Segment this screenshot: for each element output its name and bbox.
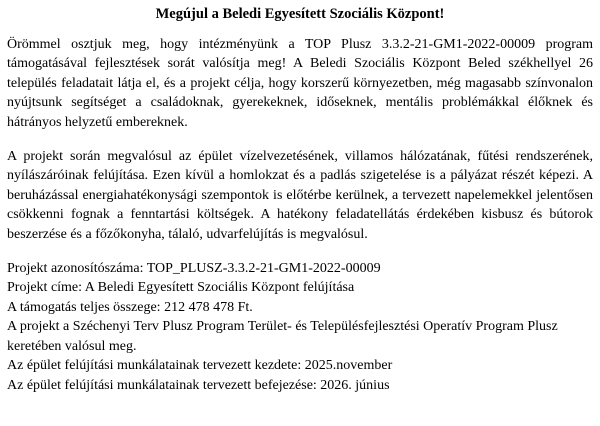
planned-end-line: Az épület felújítási munkálatainak tervezett befejezése: 2026. június [7,377,390,393]
project-description-paragraph: A projekt során megvalósul az épület vízelvezetésének, villamos hálózatának, fűtési rendszerének, nyílászáróinak felújítása. Ezen kívül a homlokzat és a padlás szigetelése is a pályázat részét képezi. A beruházással energiahatékonysági szempontok is előtérbe kerülnek, a tervezett napelemekkel jelentősen csökkenni fognak a fenntartási költségek. A hatékony feladatellátás érdekében kisbusz és bútorok beszerzése és a főzőkonyha, tálaló, udvarfelújítás is megvalósul. [7,149,593,242]
project-name-line: Projekt címe: A Beledi Egyesített Szociális Központ felújítása [7,280,355,296]
planned-start-line: Az épület felújítási munkálatainak tervezett kezdete: 2025.november [7,358,393,374]
program-line: A projekt a Széchenyi Terv Plusz Program Terület- és Településfejlesztési Operatív Program Plusz keretében valósul meg. [7,319,558,354]
document-title: Megújul a Beledi Egyesített Szociális Központ! [155,6,445,22]
project-details [7,259,593,395]
project-id-line: Projekt azonosítószáma: TOP_PLUSZ-3.3.2-21-GM1-2022-00009 [7,261,381,277]
funding-amount-line: A támogatás teljes összege: 212 478 478 Ft. [7,299,253,315]
intro-paragraph: Örömmel osztjuk meg, hogy intézményünk a TOP Plusz 3.3.2-21-GM1-2022-00009 program támogatásával fejlesztések sorát valósítja meg! A Beledi Szociális Központ Beled székhellyel 26 település feladatait látja el, és a projekt célja, hogy korszerű környezetben, még magasabb színvonalon nyújtsunk segítséget a családoknak, gyerekeknek, időseknek, mentális problémákkal élőknek és hátrányos helyzetű embereknek. [7,37,593,130]
